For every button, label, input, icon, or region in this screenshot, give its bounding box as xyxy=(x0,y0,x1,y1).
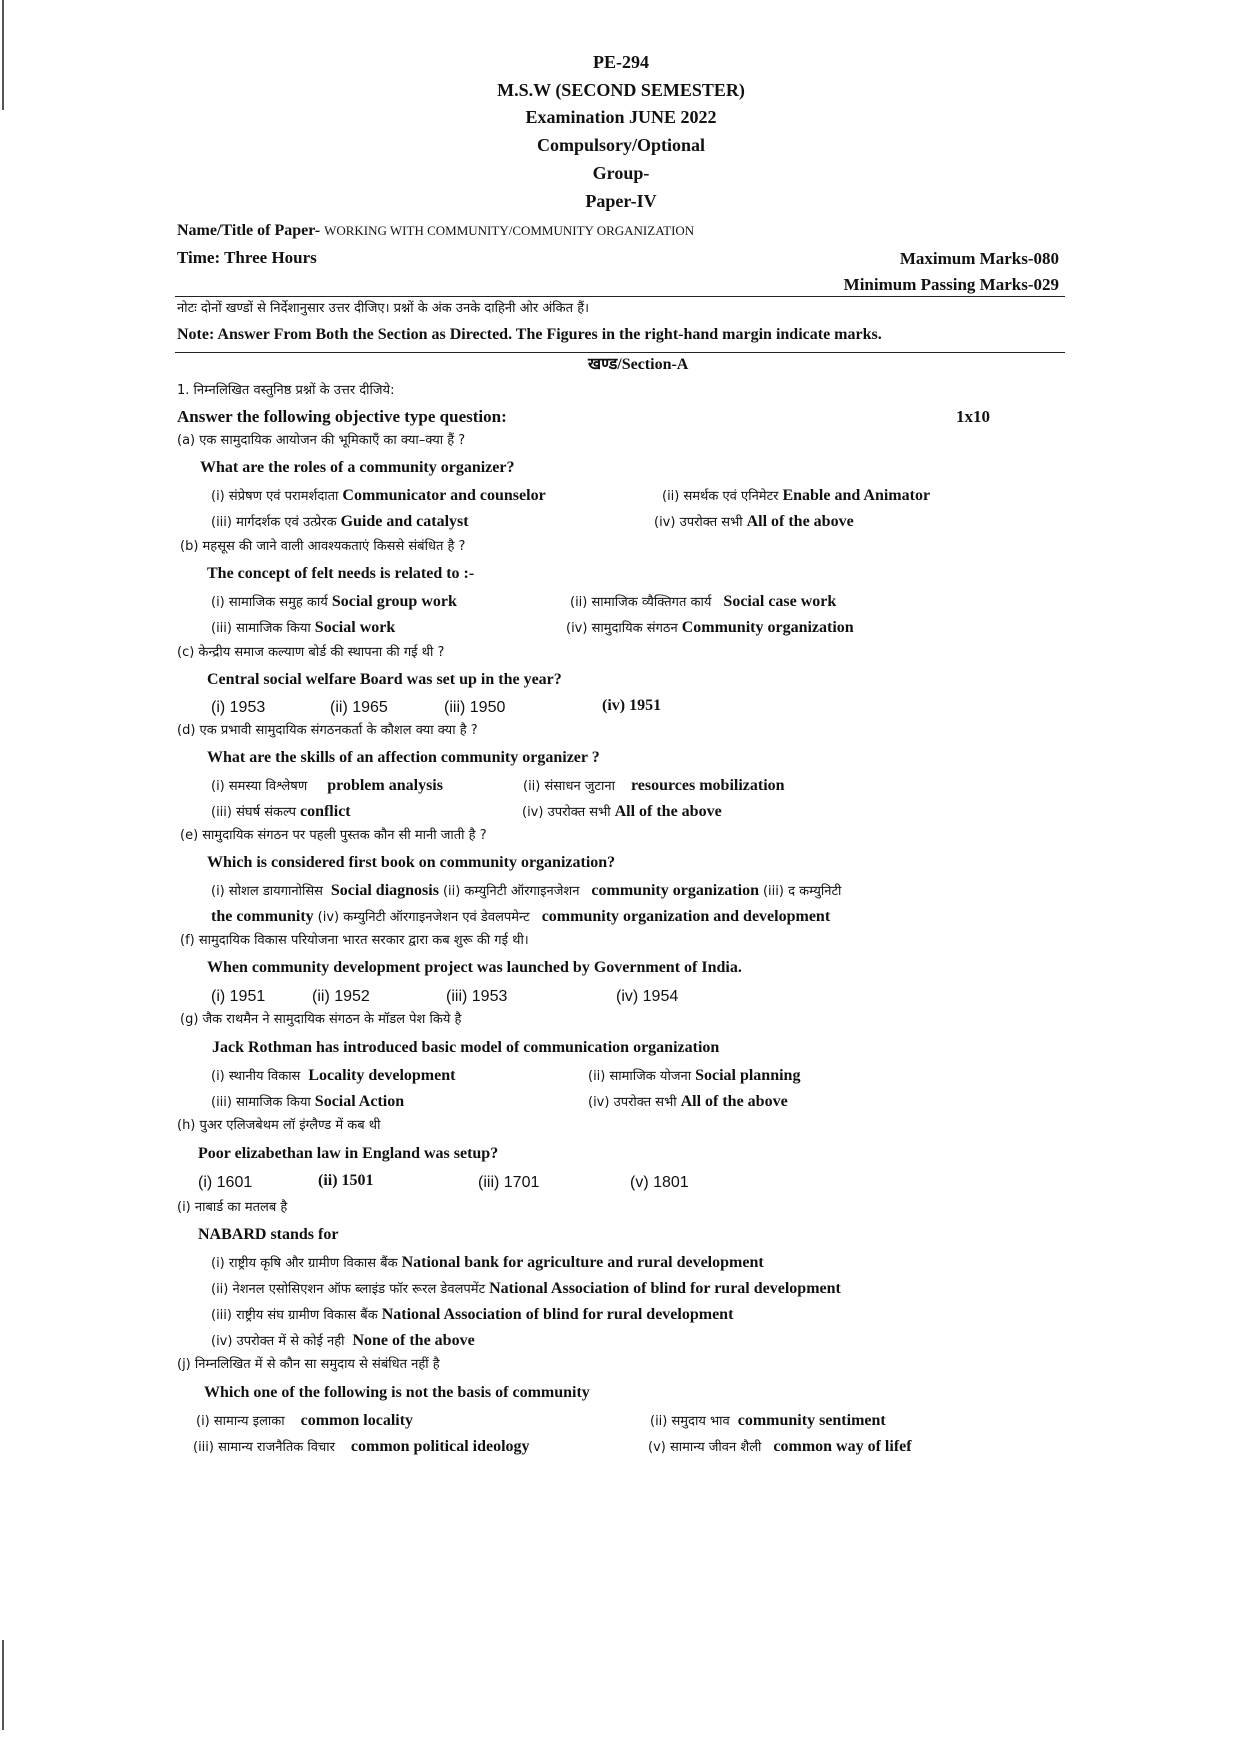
option-h-v: (v) 1801 xyxy=(630,1174,689,1191)
option-a-iv: (iv) उपरोक्त सभी All of the above xyxy=(654,513,854,530)
option-c-iii: (iii) 1950 xyxy=(444,699,506,716)
option-j-i: (i) सामान्य इलाका common locality xyxy=(196,1412,414,1429)
question-e-hindi: (e) सामुदायिक संगठन पर पहली पुस्तक कौन सी मानी जाती है ? xyxy=(180,828,487,843)
option-d-ii: (ii) संसाधन जुटाना resources mobilization xyxy=(523,777,785,794)
question-1-marks: 1x10 xyxy=(956,407,990,426)
option-h-i: (i) 1601 xyxy=(198,1174,253,1191)
option-e-i-ii: (i) सोशल डायगानोसिस Social diagnosis (ii) कम्युनिटी ऑरगाइनजेशन community organization (iii) द कम्युनिटी xyxy=(211,882,842,899)
note-hindi: नोटः दोनों खण्डों से निर्देशानुसार उत्तर दीजिए। प्रश्नों के अंक उनके दाहिनी ओर अंकित हैं। xyxy=(177,301,590,316)
option-i-iv: (iv) उपरोक्त में से कोई नही None of the above xyxy=(211,1332,475,1349)
question-c-english: Central social welfare Board was set up in the year? xyxy=(207,671,562,688)
scan-edge-mark xyxy=(2,1640,4,1730)
question-g-english: Jack Rothman has introduced basic model of communication organization xyxy=(212,1039,720,1056)
paper-name-value: WORKING WITH COMMUNITY/COMMUNITY ORGANIZATION xyxy=(324,223,695,238)
option-e-iii-iv: the community (iv) कम्युनिटी ऑरगाइनजेशन एवं डेवलपमेन्ट community organization and development xyxy=(211,908,831,925)
question-f-english: When community development project was launched by Government of India. xyxy=(207,959,742,976)
question-1-hindi: 1. निम्नलिखित वस्तुनिष्ठ प्रश्नों के उत्तर दीजिये: xyxy=(177,383,395,398)
paper-name-line xyxy=(177,223,694,239)
question-d-hindi: (d) एक प्रभावी सामुदायिक संगठनकर्ता के कौशल क्या क्या है ? xyxy=(177,723,478,738)
divider xyxy=(175,352,1065,353)
option-f-ii: (ii) 1952 xyxy=(312,988,370,1005)
option-b-ii: (ii) सामाजिक व्यैक्तिगत कार्य Social case work xyxy=(570,593,837,610)
time-label: Time: Three Hours xyxy=(177,248,317,267)
group-label: Group- xyxy=(592,163,650,183)
question-j-hindi: (j) निम्नलिखित में से कौन सा समुदाय से संबंधित नहीं है xyxy=(177,1357,440,1372)
divider xyxy=(175,296,1065,297)
option-d-iii: (iii) संघर्ष संकल्प conflict xyxy=(211,803,351,820)
question-i-english: NABARD stands for xyxy=(198,1226,339,1243)
option-c-ii: (ii) 1965 xyxy=(330,699,388,716)
option-c-iv: (iv) 1951 xyxy=(602,697,662,714)
note-english: Note: Answer From Both the Section as Directed. The Figures in the right-hand margin indicate marks. xyxy=(177,326,882,343)
paper-type: Compulsory/Optional xyxy=(536,135,706,155)
option-a-i: (i) संप्रेषण एवं परामर्शदाता Communicator and counselor xyxy=(211,487,546,504)
option-g-i: (i) स्थानीय विकास Locality development xyxy=(211,1067,456,1084)
paper-name-label: Name/Title of Paper- xyxy=(177,222,321,239)
question-g-hindi: (g) जैक राथमैन ने सामुदायिक संगठन के मॉडल पेश किये है xyxy=(180,1012,462,1027)
option-f-i: (i) 1951 xyxy=(211,988,266,1005)
option-h-ii: (ii) 1501 xyxy=(318,1172,374,1189)
option-f-iv: (iv) 1954 xyxy=(616,988,679,1005)
question-b-hindi: (b) महसूस की जाने वाली आवश्यकताएं किससे संबंधित है ? xyxy=(180,539,466,554)
option-i-ii: (ii) नेशनल एसोसिएशन ऑफ ब्लाइंड फॉर रूरल डेवलपमेंट National Association of blind for rural development xyxy=(211,1280,841,1297)
option-f-iii: (iii) 1953 xyxy=(446,988,508,1005)
question-h-hindi: (h) पुअर एलिजबेथम लॉ इंग्लैण्ड में कब थी xyxy=(177,1118,381,1133)
question-a-hindi: (a) एक सामुदायिक आयोजन की भूमिकाएँ का क्या–क्या हैं ? xyxy=(177,433,466,448)
paper-number: Paper-IV xyxy=(585,191,657,211)
option-a-iii: (iii) मार्गदर्शक एवं उत्प्रेरक Guide and catalyst xyxy=(211,513,469,530)
question-f-hindi: (f) सामुदायिक विकास परियोजना भारत सरकार द्वारा कब शुरू की गई थी। xyxy=(180,933,529,948)
option-c-i: (i) 1953 xyxy=(211,699,266,716)
option-d-iv: (iv) उपरोक्त सभी All of the above xyxy=(522,803,722,820)
maximum-marks: Maximum Marks-080 xyxy=(899,249,1059,268)
option-g-iii: (iii) सामाजिक किया Social Action xyxy=(211,1093,405,1110)
question-b-english: The concept of felt needs is related to :- xyxy=(207,565,475,582)
question-j-english: Which one of the following is not the basis of community xyxy=(204,1384,590,1401)
question-a-english: What are the roles of a community organizer? xyxy=(200,459,515,476)
option-g-iv: (iv) उपरोक्त सभी All of the above xyxy=(588,1093,788,1110)
question-c-hindi: (c) केन्द्रीय समाज कल्याण बोर्ड की स्थापना की गई थी ? xyxy=(177,645,445,660)
option-j-v: (v) सामान्य जीवन शैली common way of lifef xyxy=(648,1438,912,1455)
question-e-english: Which is considered first book on community organization? xyxy=(207,854,616,871)
option-a-ii: (ii) समर्थक एवं एनिमेटर Enable and Animator xyxy=(662,487,931,504)
option-d-i: (i) समस्या विश्लेषण problem analysis xyxy=(211,777,443,794)
question-d-english: What are the skills of an affection community organizer ? xyxy=(207,749,600,766)
question-1-english: Answer the following objective type question: xyxy=(177,407,507,426)
option-j-iii: (iii) सामान्य राजनैतिक विचार common political ideology xyxy=(193,1438,530,1455)
option-b-iii: (iii) सामाजिक किया Social work xyxy=(211,619,396,636)
option-i-i: (i) राष्ट्रीय कृषि और ग्रामीण विकास बैंक National bank for agriculture and rural development xyxy=(211,1254,764,1271)
option-b-i: (i) सामाजिक समुह कार्य Social group work xyxy=(211,593,457,610)
option-j-ii: (ii) समुदाय भाव community sentiment xyxy=(650,1412,886,1429)
course-title: M.S.W (SECOND SEMESTER) xyxy=(497,80,745,100)
question-i-hindi: (i) नाबार्ड का मतलब है xyxy=(177,1200,288,1215)
minimum-marks: Minimum Passing Marks-029 xyxy=(843,275,1059,294)
option-i-iii: (iii) राष्ट्रीय संघ ग्रामीण विकास बैंक National Association of blind for rural development xyxy=(211,1306,734,1323)
exam-title: Examination JUNE 2022 xyxy=(525,107,717,127)
option-g-ii: (ii) सामाजिक योजना Social planning xyxy=(588,1067,801,1084)
question-h-english: Poor elizabethan law in England was setup? xyxy=(198,1145,499,1162)
option-h-iii: (iii) 1701 xyxy=(478,1174,540,1191)
section-title: खण्ड/Section-A xyxy=(588,356,689,373)
paper-code: PE-294 xyxy=(593,52,649,72)
option-b-iv: (iv) सामुदायिक संगठन Community organization xyxy=(566,619,854,636)
